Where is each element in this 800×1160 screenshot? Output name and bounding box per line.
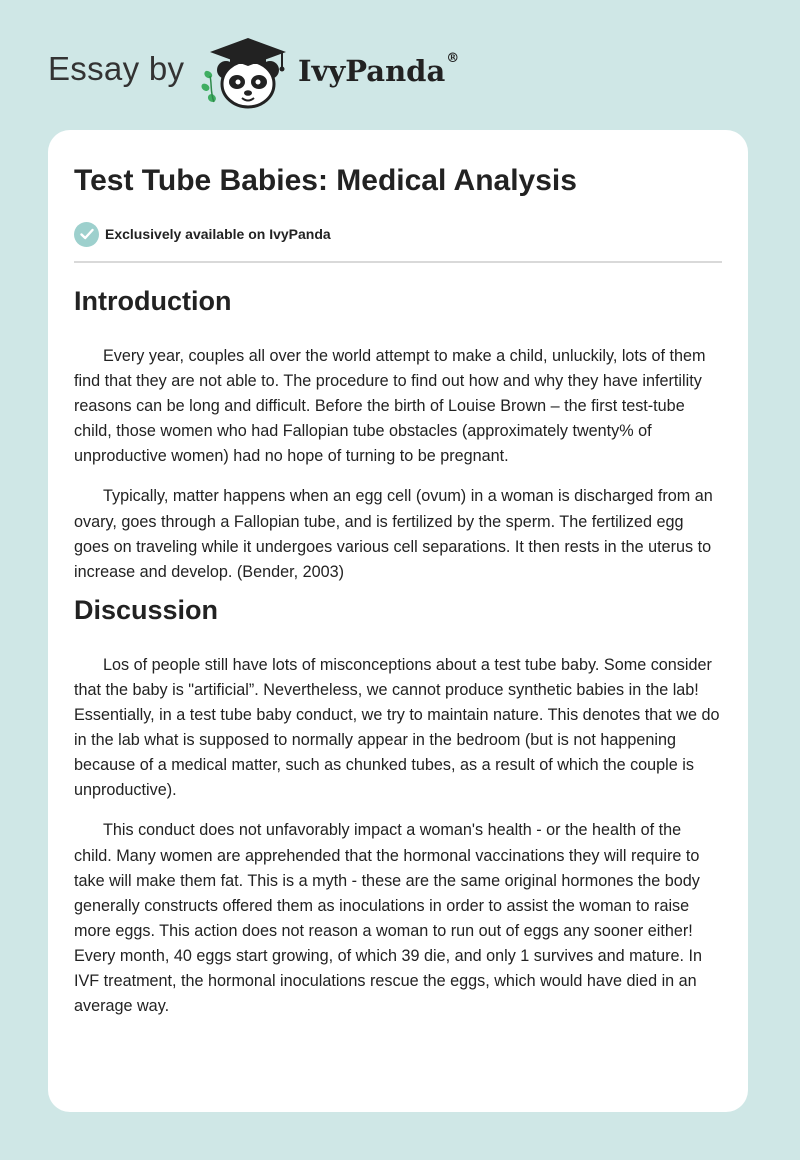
exclusive-badge-label: Exclusively available on IvyPanda [105, 226, 331, 242]
exclusive-badge [74, 221, 331, 247]
essay-body [74, 280, 722, 1019]
section-introduction [74, 280, 722, 585]
paragraph: Typically, matter happens when an egg cell (ovum) in a woman is discharged from an ovary, goes through a Fallopian tube, and is fertilized by the sperm. The fertilized egg goes on traveling while it undergoes various cell separations. It then rests in the uterus to increase and develop. (Bender, 2003) [74, 487, 713, 581]
brand-prefix: Essay by [48, 50, 185, 87]
section-heading: Discussion [74, 594, 219, 625]
paragraph: This conduct does not unfavorably impact a woman's health - or the health of the child. Many women are apprehended that the hormonal vaccinations they will require to take will make them fat. This is a myth - these are the same original hormones the body generally constructs offered them as inoculations in order to assist the woman to raise more eggs. This action does not reason a woman to run out of eggs any sooner either! Every month, 40 eggs start growing, of which 39 die, and only 1 survives and mature. In IVF treatment, the hormonal inoculations rescue the eggs, which would have died in an average way. [74, 821, 703, 1016]
site-header [48, 32, 528, 112]
panda-graduate-logo-icon[interactable] [198, 32, 294, 112]
paragraph: Los of people still have lots of misconceptions about a test tube baby. Some consider that the baby is "artificial”. Nevertheless, we cannot produce synthetic babies in the lab! Essentially, in a test tube baby conduct, we try to maintain nature. This denotes that we do in the lab what is supposed to normally appear in the bedroom (but is not happening because of a medical matter, such as chunked tubes, as a result of which the couple is unproductive). [74, 655, 720, 800]
registered-mark: ® [446, 51, 460, 67]
check-circle-icon [74, 222, 99, 247]
paragraph: Every year, couples all over the world attempt to make a child, unluckily, lots of them find that they are not able to. The procedure to find out how and why they have infertility reasons can be long and difficult. Before the birth of Louise Brown – the first test-tube child, those women who had Fallopian tube obstacles (approximately twenty% of unproductive women) had no hope of turning to be pregnant. [74, 347, 706, 466]
section-heading: Introduction [74, 286, 232, 316]
section-discussion [74, 589, 722, 1019]
page-title: Test Tube Babies: Medical Analysis [74, 164, 577, 197]
title-divider [74, 261, 722, 263]
brand-name[interactable]: IvyPanda® [298, 51, 460, 88]
essay-card [48, 130, 748, 1112]
